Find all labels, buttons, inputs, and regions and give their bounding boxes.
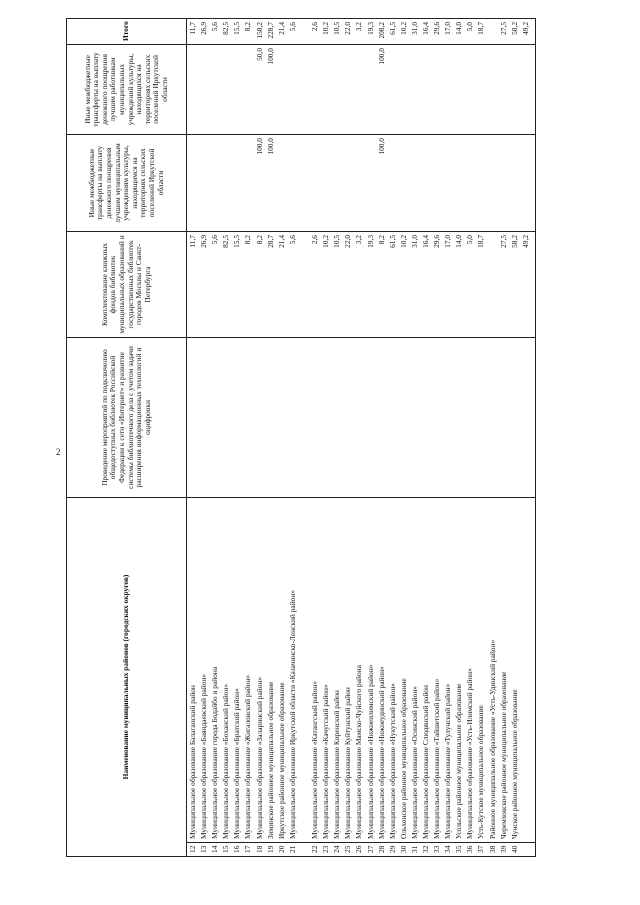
internet-libraries-value [400,339,411,496]
row-number: 14 [210,845,220,853]
total-value: 31,0 [409,21,419,35]
total-value: 8,2 [243,21,253,32]
best-workers-value [222,46,233,133]
total-value: 228,7 [265,21,275,39]
best-institutions-value [311,136,322,230]
best-institutions-value [289,136,311,230]
best-institutions-value [477,136,488,230]
best-institutions-value [189,136,200,230]
book-funds-value: 10,2 [398,234,408,248]
book-funds-value: 5,0 [465,234,475,245]
internet-libraries-value [411,339,422,496]
best-workers-value [500,46,511,133]
best-workers-value [511,46,522,133]
internet-libraries-value [444,339,455,496]
best-institutions-value [455,136,466,230]
best-institutions-value [411,136,422,230]
best-workers-value [433,46,444,133]
internet-libraries-value [244,339,255,496]
best-workers-value [289,46,311,133]
row-number: 35 [454,845,464,853]
best-institutions-value [355,136,366,230]
column-best-institutions-values [187,134,536,231]
best-workers-value [211,46,222,133]
best-workers-value [355,46,366,133]
municipality-name: Муниципальное образование Балаганский район [188,685,197,839]
book-funds-value: 26,9 [199,234,209,248]
municipality-name: Муниципальное образование «Жигаловский район» [243,674,253,839]
total-value: 29,6 [432,21,442,35]
row-number: 37 [476,845,486,853]
municipality-name: Муниципальное образование «Нижнеудинский район» [376,666,386,839]
best-workers-value [522,46,533,133]
book-funds-value [489,233,500,336]
total-value: 3,2 [354,21,364,32]
row-number: 39 [498,845,508,853]
best-workers-value [389,46,400,133]
row-number: 22 [310,845,320,853]
internet-libraries-value [522,339,533,496]
best-workers-value [233,46,244,133]
row-number: 38 [487,845,497,853]
internet-libraries-value [267,339,278,496]
municipality-name: Чунское районное муниципальное образование [509,689,519,839]
total-value: 82,5 [221,21,231,35]
row-number: 34 [443,845,453,853]
total-value: 22,0 [343,21,353,35]
row-number: 23 [321,845,331,853]
book-funds-value: 27,5 [498,234,508,248]
municipality-name [522,499,533,841]
total-value: 5,6 [210,21,220,32]
book-funds-value: 31,0 [409,234,419,248]
book-funds-value: 58,2 [509,234,519,248]
row-number [522,844,533,855]
book-funds-value: 10,5 [332,234,342,248]
municipality-name: Иркутское районное муниципальное образование [276,682,286,839]
row-number: 32 [420,845,430,853]
total-value: 2,6 [310,21,320,32]
municipality-name: Муниципальное образование города Бодайбо и района [210,666,220,839]
best-institutions-value [400,136,411,230]
row-number: 20 [276,845,286,853]
total-value: 158,2 [254,21,264,39]
best-workers-value [466,46,477,133]
book-funds-value: 17,0 [443,234,453,248]
total-value: 16,4 [420,21,430,35]
total-value: 14,0 [454,21,464,35]
best-institutions-value [233,136,244,230]
book-funds-value: 15,5 [232,234,242,248]
best-institutions-value [344,136,355,230]
best-institutions-value [444,136,455,230]
row-number: 27 [365,845,375,853]
best-workers-value [477,46,488,133]
row-number: 12 [188,845,197,853]
best-institutions-value: 100,0 [265,137,275,155]
municipality-name: Ольхонское районное муниципальное образование [398,678,408,839]
municipality-name: Муниципальное образование «Тулунский район» [443,683,453,839]
book-funds-value: 18,7 [476,234,486,248]
book-funds-value: 3,2 [354,234,364,245]
best-institutions-value [522,136,533,230]
best-workers-value [278,46,289,133]
internet-libraries-value [233,339,244,496]
book-funds-value: 21,4 [276,234,286,248]
municipality-name: Муниципальное образование Иркутской области «Казачинско-Ленский район» [287,589,297,839]
row-number: 25 [343,845,353,853]
internet-libraries-value [311,339,322,496]
row-number: 16 [232,845,242,853]
page-number: 2 [56,447,61,457]
header-total: Итого [67,18,187,44]
table-header-row [67,18,187,856]
municipality-name: Усть-Кутское муниципальное образование [476,705,486,839]
header-book-funds: Комплектование книжных фондов библиотек муниципальных образований и государственных библиотек городов Москвы и Санкт-Петербурга [67,231,187,337]
internet-libraries-value [355,339,366,496]
best-institutions-value [422,136,433,230]
municipality-name: Муниципальное образование «Усть-Илимский район» [465,668,475,839]
total-value: 18,7 [476,21,486,35]
best-workers-value [333,46,344,133]
total-value: 19,3 [365,21,375,35]
internet-libraries-value [222,339,233,496]
best-workers-value [189,46,200,133]
municipality-name: Черемховское районное муниципальное образование [498,671,508,839]
rotated-table-container [66,19,620,857]
book-funds-value: 22,0 [343,234,353,248]
best-institutions-value [466,136,477,230]
internet-libraries-value [500,339,511,496]
municipality-name: Муниципальное образование «Нижнеилимский район» [365,664,375,839]
municipality-name: Муниципальное образование «Боханский район» [221,683,231,839]
internet-libraries-value [333,339,344,496]
total-value [489,20,500,43]
internet-libraries-value [200,339,211,496]
row-number: 30 [398,845,408,853]
internet-libraries-value [322,339,333,496]
internet-libraries-value [278,339,289,496]
total-value: 15,5 [232,21,242,35]
internet-libraries-value [344,339,355,496]
best-institutions-value [500,136,511,230]
internet-libraries-value [378,339,389,496]
book-funds-value: 61,5 [387,234,397,248]
internet-libraries-value [477,339,488,496]
municipality-name: Муниципальное образование Киренский район [332,690,342,839]
best-workers-value [311,46,322,133]
book-funds-value: 10,2 [321,234,331,248]
book-funds-value: 49,2 [520,234,530,248]
best-institutions-value: 100,0 [376,137,386,155]
municipality-name: Муниципальное образование «Катангский район» [310,681,320,839]
best-workers-value [411,46,422,133]
best-workers-value [489,46,500,133]
best-institutions-value [367,136,378,230]
internet-libraries-value [489,339,500,496]
municipality-name: Муниципальное образование «Нукутский район» [387,683,397,839]
row-number: 40 [509,845,519,853]
best-workers-value [367,46,378,133]
internet-libraries-value [289,339,311,496]
book-funds-value: 2,6 [310,234,320,245]
internet-libraries-value [389,339,400,496]
book-funds-value: 5,6 [287,234,297,245]
internet-libraries-value [256,339,267,496]
municipality-name: Муниципальное образование «Заларинский район» [254,676,264,839]
total-value: 10,5 [332,21,342,35]
book-funds-value: 5,6 [210,234,220,245]
municipality-name: Муниципальное образование «Братский район» [232,688,242,839]
book-funds-value: 8,2 [254,234,264,245]
municipality-name: Муниципальное образование Слюдянский район [420,685,430,839]
municipality-name: Муниципальное образование Мамско-Чуйского района [354,665,364,839]
best-workers-value: 100,0 [376,47,386,65]
row-number: 15 [221,845,231,853]
best-workers-value: 50,0 [254,47,264,61]
municipality-name: Муниципальное образование «Тайшетский район» [432,678,442,839]
best-institutions-value [511,136,522,230]
header-best-workers: Иные межбюджетные трансферты на выплату денежного поощрения лучшим работникам муниципальных учреждений культуры, находящихся на территориях сельских поселений Иркутской области [67,44,187,134]
row-number: 31 [409,845,419,853]
municipality-name: Муниципальное образование «Баяндаевский район» [199,673,209,839]
book-funds-value: 19,3 [365,234,375,248]
book-funds-value: 11,7 [188,234,197,248]
best-workers-value [455,46,466,133]
total-value: 10,2 [398,21,408,35]
header-best-institutions: Иные межбюджетные трансферты на выплату денежного поощрения лучшим муниципальным учреждениям культуры, находящимся на территориях сельских поселений Иркутской области [67,134,187,231]
best-workers-value [444,46,455,133]
book-funds-value: 16,4 [420,234,430,248]
municipality-name: Муниципальное образование «Качугский район» [321,684,331,839]
row-number: 13 [199,845,209,853]
best-workers-value [200,46,211,133]
row-number: 36 [465,845,475,853]
total-value: 61,5 [387,21,397,35]
best-workers-value: 100,0 [265,47,275,65]
municipality-name: Муниципальное образование «Осинский район» [409,686,419,839]
total-value: 58,2 [509,21,519,35]
best-workers-value [322,46,333,133]
book-funds-value: 28,7 [265,234,275,248]
internet-libraries-value [211,339,222,496]
table-body-row [187,18,536,856]
total-value: 27,5 [498,21,508,35]
row-number: 26 [354,845,364,853]
best-institutions-value [244,136,255,230]
header-internet-libraries: Проведение мероприятий по подключению общедоступных библиотек Российской Федерации к сети «Интернет» и развитие системы библиотечного дела с учетом задачи расширения информационных технологий и оцифровки [67,337,187,497]
book-funds-value: 14,0 [454,234,464,248]
internet-libraries-value [189,339,200,496]
column-municipality-names [187,497,536,842]
total-value: 21,4 [276,21,286,35]
row-number: 17 [243,845,253,853]
column-total-values [187,18,536,44]
total-value: 5,6 [287,21,297,32]
municipality-name: Районное муниципальное образование «Усть-Удинский район» [487,639,497,839]
total-value: 208,2 [376,21,386,39]
internet-libraries-value [422,339,433,496]
total-value: 26,9 [199,21,209,35]
best-institutions-value [200,136,211,230]
internet-libraries-value [455,339,466,496]
best-workers-value [344,46,355,133]
row-number: 28 [376,845,386,853]
internet-libraries-value [367,339,378,496]
row-number: 19 [265,845,275,853]
best-institutions-value [333,136,344,230]
column-book-funds-values [187,231,536,337]
book-funds-value: 82,5 [221,234,231,248]
best-institutions-value [222,136,233,230]
book-funds-value: 8,2 [243,234,253,245]
best-workers-value [422,46,433,133]
column-best-workers-values [187,44,536,134]
best-institutions-value: 100,0 [254,137,264,155]
total-value: 5,0 [465,21,475,32]
row-number: 24 [332,845,342,853]
internet-libraries-value [433,339,444,496]
book-funds-value: 8,2 [376,234,386,245]
municipality-name: Зиминское районное муниципальное образование [265,681,275,839]
total-value: 49,2 [520,21,530,35]
best-institutions-value [211,136,222,230]
municipality-name: Усольское районное муниципальное образование [454,683,464,839]
column-internet-libraries-values [187,337,536,497]
municipality-name: Муниципальное образование Куйтунский район [343,687,353,839]
internet-libraries-value [466,339,477,496]
best-workers-value [244,46,255,133]
allocation-table [66,18,536,857]
header-municipality: Наименование муниципальных районов (городских округов) [67,497,187,856]
best-institutions-value [489,136,500,230]
row-number: 18 [254,845,264,853]
row-number: 29 [387,845,397,853]
total-value: 11,7 [188,21,197,35]
internet-libraries-value [511,339,522,496]
best-workers-value [400,46,411,133]
total-value: 17,0 [443,21,453,35]
row-number: 33 [432,845,442,853]
total-value: 10,2 [321,21,331,35]
best-institutions-value [278,136,289,230]
best-institutions-value [389,136,400,230]
best-institutions-value [433,136,444,230]
row-number: 21 [287,845,297,853]
column-row-numbers [187,843,536,857]
book-funds-value: 29,6 [432,234,442,248]
best-institutions-value [322,136,333,230]
